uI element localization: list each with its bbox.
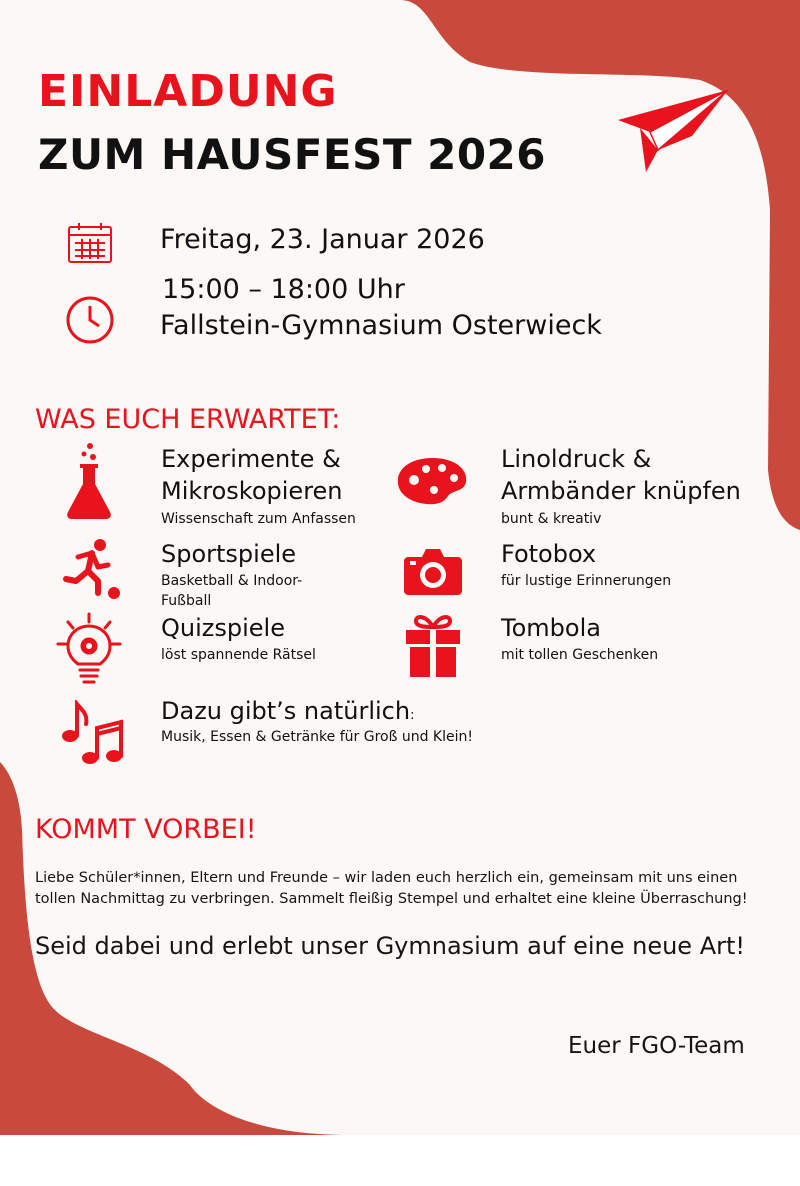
activity-title: Quizspiele <box>161 614 285 642</box>
cta-highlight: Seid dabei und erlebt unser Gymnasium auf eine neue Art! <box>35 932 746 960</box>
cta-body: Liebe Schüler*innen, Eltern und Freunde – wir laden euch herzlich ein, gemeinsam mit uns einen tollen Nachmittag zu verbringen. Sammelt fleißig Stempel und erhaltet eine kleine Überraschung! <box>35 870 748 907</box>
title-line-2: ZUM HAUSFEST 2026 <box>38 130 546 179</box>
activity-title: Tombola <box>501 614 601 642</box>
activity-subtitle: bunt & kreativ <box>501 511 602 527</box>
paper-plane-icon <box>618 88 730 174</box>
clock-icon <box>65 295 115 345</box>
runner-icon <box>58 537 122 601</box>
event-date: Freitag, 23. Januar 2026 <box>160 224 485 255</box>
palette-icon <box>396 456 468 506</box>
activity-subtitle: Basketball & Indoor- <box>161 573 303 589</box>
title-line-1: EINLADUNG <box>38 66 338 117</box>
activity-title: Linoldruck & <box>501 445 652 473</box>
event-location: Fallstein-Gymnasium Osterwieck <box>160 310 602 341</box>
activity-subtitle: Wissenschaft zum Anfassen <box>161 511 356 527</box>
extras-subtitle: Musik, Essen & Getränke für Groß und Klein! <box>161 729 473 745</box>
extras-colon: : <box>410 708 415 723</box>
camera-icon <box>404 545 462 595</box>
activity-title: Mikroskopieren <box>161 477 343 505</box>
event-time: 15:00 – 18:00 Uhr <box>162 274 405 305</box>
activity-subtitle: für lustige Erinnerungen <box>501 573 672 589</box>
gift-icon <box>406 613 460 677</box>
activity-title: Experimente & <box>161 445 341 473</box>
activity-title: Armbänder knüpfen <box>501 477 741 505</box>
calendar-icon <box>67 222 113 264</box>
flask-icon <box>66 440 112 520</box>
music-notes-icon <box>60 700 124 766</box>
activity-title: Fotobox <box>501 540 597 568</box>
activity-subtitle: löst spannende Rätsel <box>161 647 316 663</box>
activities-heading: WAS EUCH ERWARTET: <box>35 404 341 435</box>
activity-subtitle: mit tollen Geschenken <box>501 647 659 663</box>
signature: Euer FGO-Team <box>568 1033 745 1059</box>
extras-title-text: Dazu gibt’s natürlich <box>161 697 411 725</box>
activity-title: Sportspiele <box>161 540 297 568</box>
activity-subtitle: Fußball <box>161 593 212 609</box>
cta-heading: KOMMT VORBEI! <box>35 814 257 845</box>
lightbulb-icon <box>56 612 122 688</box>
